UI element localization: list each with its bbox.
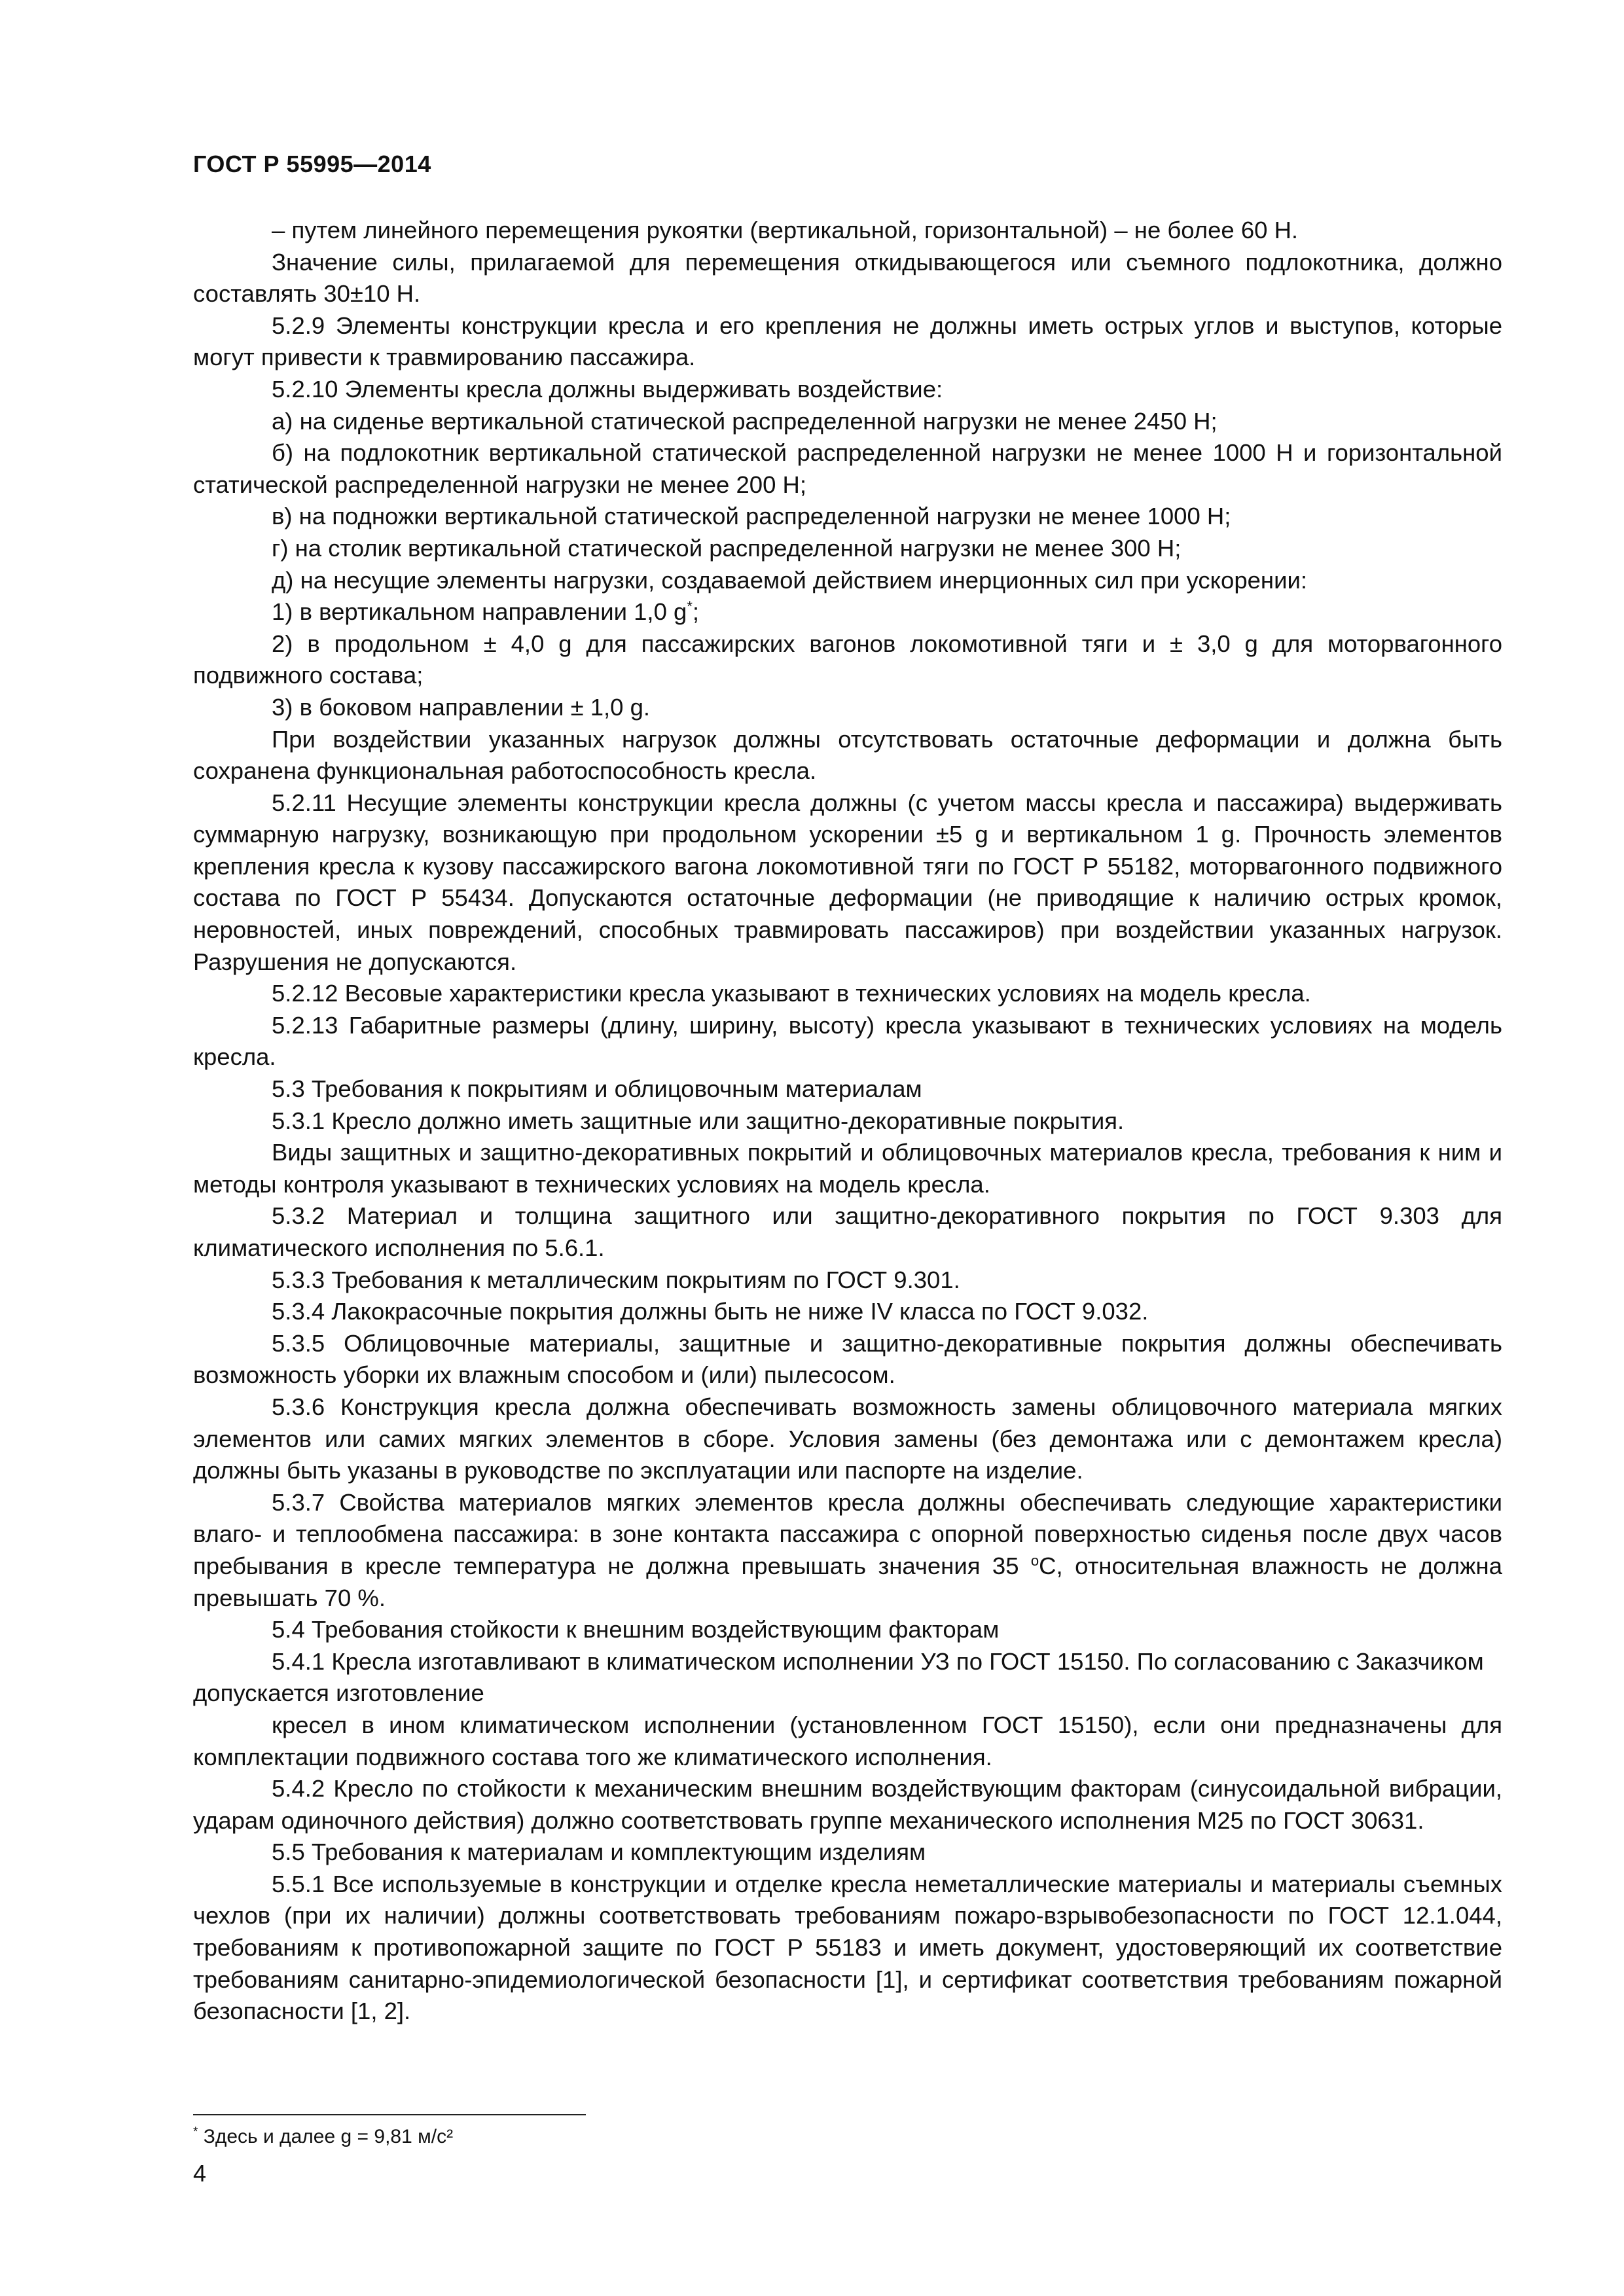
paragraph [193,1265,1502,1297]
paragraph [193,1614,1502,1646]
paragraph-text: 5.4.1 Кресла изготавливают в климатическом исполнении УЗ по ГОСТ 15150. По согласованию с Заказчиком допускается изготовление [193,1647,1484,1707]
paragraph [193,406,1502,438]
paragraph-text: 5.3.6 Конструкция кресла должна обеспечивать возможность замены облицовочного материала мягких элементов или самих мягких элементов в сборе. Условия замены (без демонтажа или с демонтажем кресла) должны быть указаны в руководстве по эксплуатации или паспорте на изделие. [193,1393,1502,1484]
paragraph [193,1328,1502,1391]
paragraph [193,1010,1502,1073]
paragraph [193,1487,1502,1614]
footnote-divider [193,2114,586,2115]
paragraph [193,1646,1502,1710]
paragraph-text: При воздействии указанных нагрузок должны отсутствовать остаточные деформации и должна быть сохранена функциональная работоспособность кресла. [193,725,1502,785]
paragraph-text: 5.5 Требования к материалам и комплектующим изделиям [272,1839,926,1866]
paragraph [193,374,1502,406]
paragraph [193,437,1502,501]
paragraph [193,1773,1502,1837]
paragraph [193,1200,1502,1264]
paragraph-text: 5.2.13 Габаритные размеры (длину, ширину, высоту) кресла указывают в технических условиях на модель кресла. [193,1011,1502,1071]
paragraph [193,501,1502,533]
paragraph-text: 5.2.11 Несущие элементы конструкции кресла должны (с учетом массы кресла и пассажира) выдерживать суммарную нагрузку, возникающую при продольном ускорении ±5 g и вертикальном 1 g. Прочность элементов крепления кресла к кузову пассажирского вагона локомотивной тяги по ГОСТ Р 55182, моторвагонного подвижного состава по ГОСТ Р 55434. Допускаются остаточные деформации (не приводящие к наличию острых кромок, неровностей, иных повреждений, способных травмировать пассажиров) при воздействии указанных нагрузок. Разрушения не допускаются. [193,789,1502,975]
paragraph [193,247,1502,310]
paragraph-text: 5.3.3 Требования к металлическим покрытиям по ГОСТ 9.301. [272,1266,960,1293]
paragraph-text: 5.3 Требования к покрытиям и облицовочным материалам [272,1075,922,1103]
paragraph-tail: ; [692,598,700,626]
page-number: 4 [193,2160,207,2187]
paragraph [193,215,1502,247]
paragraph-text: в) на подножки вертикальной статической распределенной нагрузки не менее 1000 Н; [272,503,1231,530]
paragraph [193,628,1502,692]
paragraph-text: 5.3.4 Лакокрасочные покрытия должны быть не ниже IV класса по ГОСТ 9.032. [272,1298,1149,1325]
paragraph-text: Виды защитных и защитно-декоративных покрытий и облицовочных материалов кресла, требования к ним и методы контроля указывают в технических условиях на модель кресла. [193,1139,1502,1198]
paragraph [193,1137,1502,1200]
paragraph [193,565,1502,597]
paragraph [193,1837,1502,1869]
footnote-marker: * [193,2125,198,2139]
paragraph [193,1869,1502,2028]
footnote-text: Здесь и далее g = 9,81 м/с² [198,2126,454,2147]
paragraph-text: б) на подлокотник вертикальной статической распределенной нагрузки не менее 1000 Н и горизонтальной статической распределенной нагрузки не менее 200 Н; [193,439,1502,498]
paragraph-text: 1) в вертикальном направлении 1,0 g [272,598,687,626]
paragraph-text: д) на несущие элементы нагрузки, создаваемой действием инерционных сил при ускорении: [272,566,1307,594]
paragraph-text: 5.2.12 Весовые характеристики кресла указывают в технических условиях на модель кресла. [272,980,1311,1007]
paragraph-text: 5.3.1 Кресло должно иметь защитные или защитно-декоративные покрытия. [272,1107,1125,1134]
paragraph [193,1296,1502,1328]
paragraph [193,1710,1502,1773]
paragraph-text: 5.5.1 Все используемые в конструкции и отделке кресла неметаллические материалы и материалы съемных чехлов (при их наличии) должны соответствовать требованиям пожаро-взрывобезопасности по ГОСТ 12.1.044, требованиям к противопожарной защите по ГОСТ Р 55183 и иметь документ, удостоверяющий их соответствие требованиям санитарно-эпидемиологической безопасности [1], и сертификат соответствия требованиям пожарной безопасности [1, 2]. [193,1870,1502,2025]
paragraph [193,787,1502,978]
paragraph-text: 5.3.2 Материал и толщина защитного или защитно-декоративного покрытия по ГОСТ 9.303 для климатического исполнения по 5.6.1. [193,1202,1502,1261]
paragraph [193,1073,1502,1105]
paragraph-text: а) на сиденье вертикальной статической распределенной нагрузки не менее 2450 Н; [272,407,1218,435]
paragraph [193,1105,1502,1138]
paragraph-text: 5.2.9 Элементы конструкции кресла и его крепления не должны иметь острых углов и выступов, которые могут привести к травмированию пассажира. [193,312,1502,371]
paragraph-text: – путем линейного перемещения рукоятки (вертикальной, горизонтальной) – не более 60 Н. [272,217,1299,243]
paragraph-text: Значение силы, прилагаемой для перемещения откидывающегося или съемного подлокотника, должно составлять 30±10 Н. [193,248,1502,308]
paragraph-text: кресел в ином климатическом исполнении (установленном ГОСТ 15150), если они предназначены для комплектации подвижного состава того же климатического исполнения. [193,1711,1502,1770]
paragraph-text: г) на столик вертикальной статической распределенной нагрузки не менее 300 Н; [272,534,1182,562]
document-code-header: ГОСТ Р 55995—2014 [193,151,431,177]
paragraph [193,310,1502,374]
paragraph [193,724,1502,787]
paragraph-text: 2) в продольном ± 4,0 g для пассажирских вагонов локомотивной тяги и ± 3,0 g для моторвагонного подвижного состава; [193,630,1502,689]
paragraph [193,978,1502,1010]
paragraph [193,596,1502,628]
paragraph-tail: С, относительная влажность не должна превышать 70 %. [193,1552,1502,1611]
superscript: * [687,598,693,615]
paragraph-text: 5.3.5 Облицовочные материалы, защитные и защитно-декоративные покрытия должны обеспечивать возможность уборки их влажным способом и (или) пылесосом. [193,1329,1502,1389]
footnote [193,2124,453,2150]
paragraph [193,692,1502,724]
paragraph-text: 3) в боковом направлении ± 1,0 g. [272,693,651,721]
paragraph-text: 5.4.2 Кресло по стойкости к механическим внешним воздействующим факторам (синусоидальной вибрации, ударам одиночного действия) должно соответствовать группе механического исполнения М25 по ГОСТ 30631. [193,1775,1502,1834]
paragraph [193,1391,1502,1487]
paragraph [193,533,1502,565]
paragraph-text: 5.4 Требования стойкости к внешним воздействующим факторам [272,1616,1000,1643]
superscript: о [1030,1552,1039,1569]
document-body [193,215,1502,2028]
paragraph-text: 5.3.7 Свойства материалов мягких элементов кресла должны обеспечивать следующие характеристики влаго- и теплообмена пассажира: в зоне контакта пассажира с опорной поверхностью сиденья после двух часов пребывания в кресле температура не должна превышать значения 35 [193,1488,1502,1579]
paragraph-text: 5.2.10 Элементы кресла должны выдерживать воздействие: [272,375,943,403]
